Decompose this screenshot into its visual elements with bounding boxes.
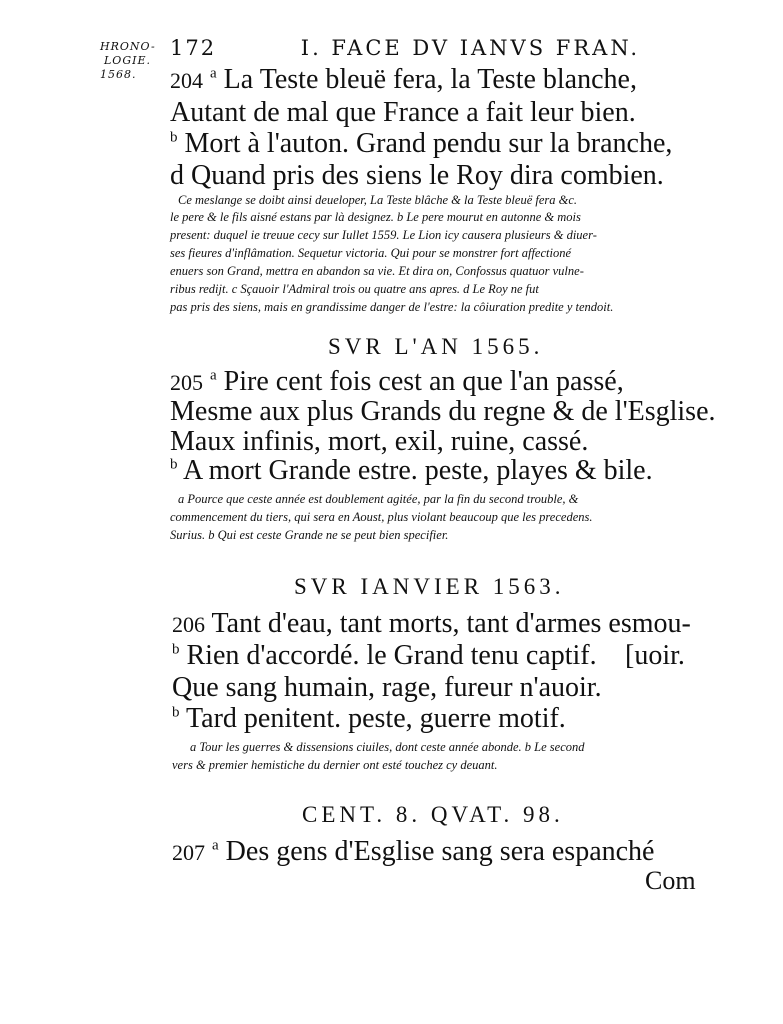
note-204-line-2: le pere & le fils aisné estans par là designez. b Le pere mourut en autonne & mois bbox=[170, 210, 581, 224]
stanza-number: 206 bbox=[172, 612, 205, 637]
note-205-line-3: Surius. b Qui est ceste Grande ne se peut bien specifier. bbox=[170, 528, 449, 542]
stanza-206-line-2: $^b$ Rien d'accordé. le Grand tenu captif. bbox=[172, 640, 597, 671]
note-204-line-4: ses fieures d'inflâmation. Sequetur victoria. Qui pour se monstrer fort affectioné bbox=[170, 246, 572, 260]
note-206-line-2: vers & premier hemistiche du dernier ont esté touchez cy deuant. bbox=[172, 758, 498, 772]
note-205-line-2: commencement du tiers, qui sera en Aoust, plus violant beaucoup que les precedens. bbox=[170, 510, 593, 524]
stanza-204-line-3: $^b$ Mort à l'auton. Grand pendu sur la branche, bbox=[170, 128, 673, 159]
page-title: I. FACE DV IANVS FRAN. bbox=[300, 36, 641, 60]
stanza-206-line-4: $^b$ Tard penitent. peste, guerre motif. bbox=[172, 703, 566, 734]
stanza-number: 207 bbox=[172, 840, 205, 865]
margin-note-line-1: HRONO- bbox=[100, 40, 156, 53]
margin-note-line-3: 1568. bbox=[100, 68, 137, 81]
stanza-205-line-3: Maux infinis, mort, exil, ruine, cassé. bbox=[170, 426, 589, 457]
stanza-207-line-1: 207 $^a$ Des gens d'Esglise sang sera espanché bbox=[172, 836, 655, 867]
stanza-204-line-2: Autant de mal que France a fait leur bien. bbox=[170, 97, 636, 128]
page-number: 172 bbox=[170, 36, 217, 60]
note-204-line-7: pas pris des siens, mais en grandissime danger de l'estre: la côiuration predite y tendoit. bbox=[170, 300, 614, 314]
note-205-line-1: a Pource que ceste année est doublement agitée, par la fin du second trouble, & bbox=[178, 492, 579, 506]
stanza-205-line-4: $^b$ A mort Grande estre. peste, playes & bile. bbox=[170, 455, 653, 486]
note-204-line-6: ribus redijt. c Sçauoir l'Admiral trois ou quatre ans apres. d Le Roy ne fut bbox=[170, 282, 539, 296]
section-heading-ianvier: SVR IANVIER 1563. bbox=[294, 574, 565, 599]
stanza-number: 204 bbox=[170, 68, 203, 93]
note-206-line-1: a Tour les guerres & dissensions ciuiles, dont ceste année abonde. b Le second bbox=[190, 740, 585, 754]
stanza-206-turnover: [uoir. bbox=[625, 640, 685, 671]
catchword: Com bbox=[645, 866, 696, 895]
section-heading-1565: SVR L'AN 1565. bbox=[328, 334, 544, 359]
stanza-number: 205 bbox=[170, 370, 203, 395]
stanza-206-line-1: 206 Tant d'eau, tant morts, tant d'armes esmou- bbox=[172, 608, 691, 639]
margin-note-line-2: LOGIE. bbox=[104, 54, 151, 67]
stanza-205-line-1: 205 $^a$ Pire cent fois cest an que l'an passé, bbox=[170, 366, 624, 397]
note-204-line-5: enuers son Grand, mettra en abandon sa vie. Et dira on, Confossus quatuor vulne- bbox=[170, 264, 584, 278]
note-204-line-1: Ce meslange se doibt ainsi deueloper, La Teste blâche & la Teste bleuë fera &c. bbox=[178, 193, 578, 207]
stanza-204-line-1: 204 $^a$ La Teste bleuë fera, la Teste blanche, bbox=[170, 64, 637, 95]
stanza-204-line-4: d Quand pris des siens le Roy dira combien. bbox=[170, 160, 664, 191]
stanza-205-line-2: Mesme aux plus Grands du regne & de l'Esglise. bbox=[170, 396, 716, 427]
note-204-line-3: present: duquel ie treuue cecy sur Iullet 1559. Le Lion icy causera plusieurs & diuer- bbox=[170, 228, 597, 242]
stanza-206-line-3: Que sang humain, rage, fureur n'auoir. bbox=[172, 672, 602, 703]
running-header bbox=[170, 36, 640, 60]
section-heading-cent: CENT. 8. QVAT. 98. bbox=[302, 802, 564, 827]
